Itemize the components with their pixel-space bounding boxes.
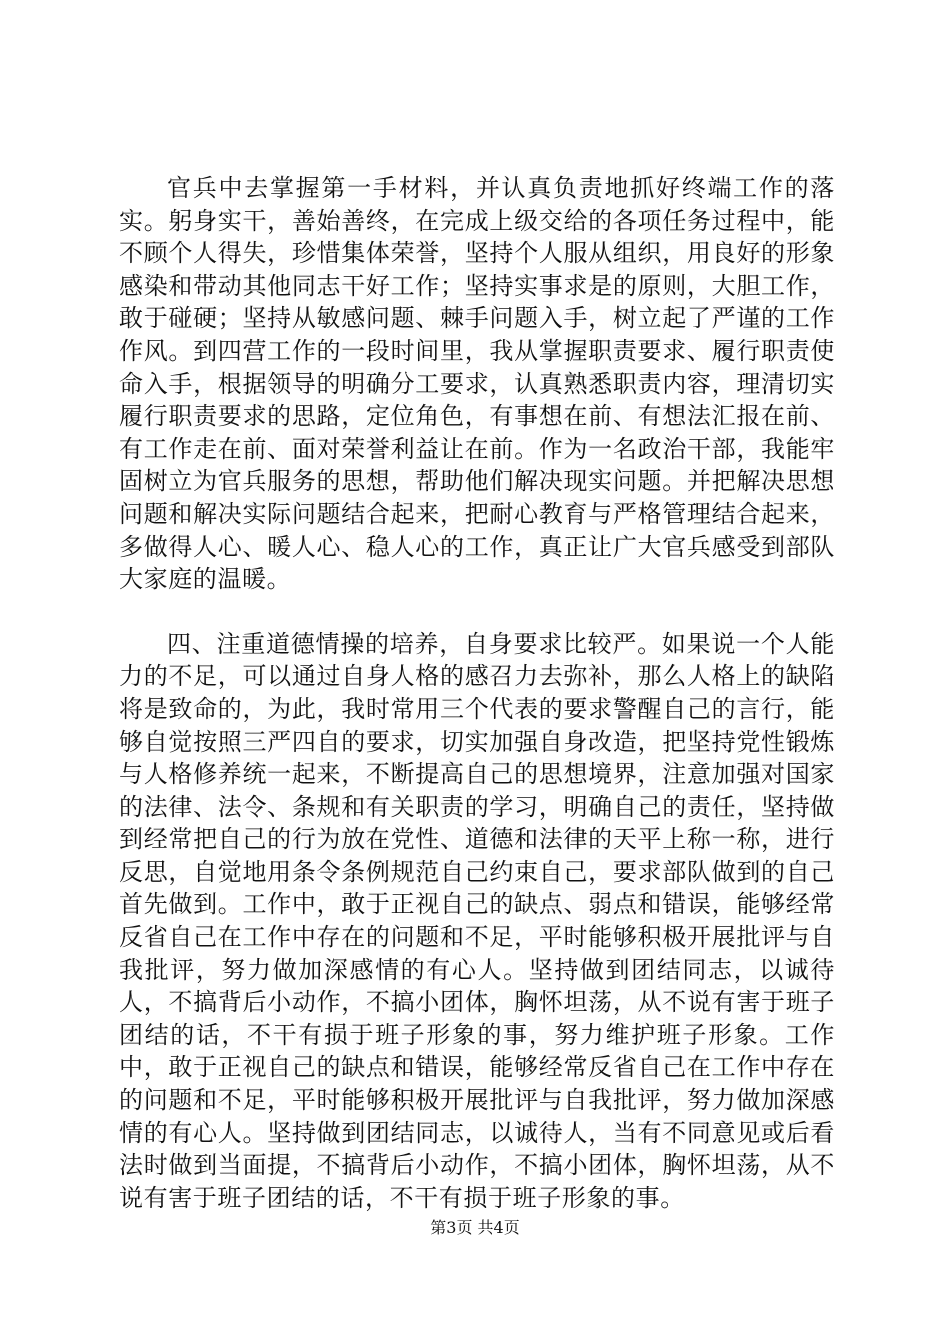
paragraph-2: 四、注重道德情操的培养，自身要求比较严。如果说一个人能力的不足，可以通过自身人格的感召力去弥补，那么人格上的缺陷将是致命的，为此，我时常用三个代表的要求警醒自己的言行，能够自觉按照三严四自的要求，切实加强自身改造，把坚持党性锻炼与人格修养统一起来，不断提高自己的思想境界，注意加强对国家的法律、法令、条规和有关职责的学习，明确自己的责任，坚持做到经常把自己的行为放在党性、道德和法律的天平上称一称，进行反思，自觉地用条令条例规范自己约束自己，要求部队做到的自己首先做到。工作中，敢于正视自己的缺点、弱点和错误，能够经常反省自己在工作中存在的问题和不足，平时能够积极开展批评与自我批评，努力做加深感情的有心人。坚持做到团结同志，以诚待人，不搞背后小动作，不搞小团体，胸怀坦荡，从不说有害于班子团结的话，不干有损于班子形象的事，努力维护班子形象。工作中，敢于正视自己的缺点和错误，能够经常反省自己在工作中存在的问题和不足，平时能够积极开展批评与自我批评，努力做加深感情的有心人。坚持做到团结同志，以诚待人，当有不同意见或后看法时做到当面提，不搞背后小动作，不搞小团体，胸怀坦荡，从不说有害于班子团结的话，不干有损于班子形象的事。 bbox=[119, 629, 835, 1212]
body-text bbox=[119, 172, 835, 1214]
page-footer: 第3页 共4页 bbox=[430, 1218, 520, 1237]
paragraph-1: 官兵中去掌握第一手材料，并认真负责地抓好终端工作的落实。躬身实干，善始善终，在完成上级交给的各项任务过程中，能不顾个人得失，珍惜集体荣誉，坚持个人服从组织，用良好的形象感染和带动其他同志干好工作；坚持实事求是的原则，大胆工作，敢于碰硬；坚持从敏感问题、棘手问题入手，树立起了严谨的工作作风。到四营工作的一段时间里，我从掌握职责要求、履行职责使命入手，根据领导的明确分工要求，认真熟悉职责内容，理清切实履行职责要求的思路，定位角色，有事想在前、有想法汇报在前、有工作走在前、面对荣誉利益让在前。作为一名政治干部，我能牢固树立为官兵服务的思想，帮助他们解决现实问题。并把解决思想问题和解决实际问题结合起来，把耐心教育与严格管理结合起来，多做得人心、暖人心、稳人心的工作，真正让广大官兵感受到部队大家庭的温暖。 bbox=[119, 174, 835, 594]
